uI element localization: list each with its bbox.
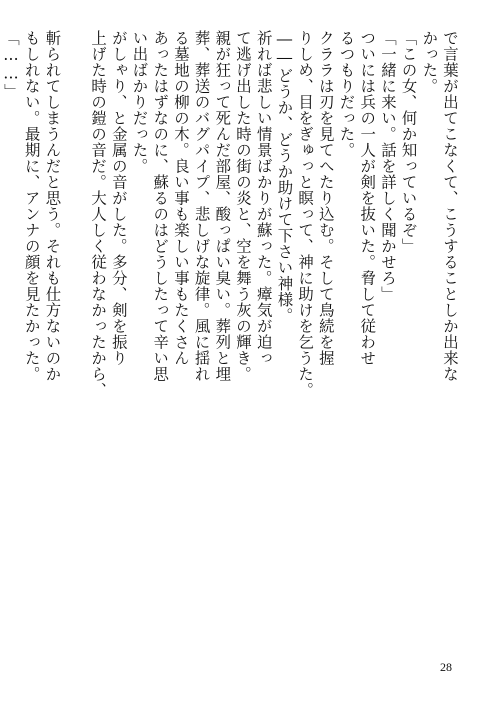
text-column: ついには兵の一人が剣を抜いた。脅して従わせ [358, 30, 377, 366]
text-column: い出ばかりだった。 [130, 30, 149, 174]
text-column: 「……」 [2, 30, 20, 100]
page-number: 28 [440, 660, 452, 674]
text-column: 上げた時の鎧の音だ。大人しく従わなかったから、 [89, 30, 108, 398]
text-column: 葬、葬送のバグパイプ、悲しげな旋律。風に揺れ [192, 30, 211, 382]
text-column: りしめ、目をぎゅっと瞑って、神に助けを乞うた。 [296, 30, 315, 398]
text-column: るつもりだった。 [337, 30, 356, 158]
text-column: がしゃり、と金属の音がした。多分、剣を振り [109, 30, 128, 366]
text-column: ――どうか、どうか助けて下さい神様。 [275, 30, 294, 324]
text-column: あったはずなのに、蘇るのはどうしたって辛い思 [151, 30, 170, 382]
text-column: 親が狂って死んだ部屋、酸っぱい臭い。葬列と埋 [213, 30, 232, 382]
text-column: もしれない。最期に、アンナの顔を見たかった。 [22, 30, 41, 382]
text-column: で言葉が出てこなくて、こうすることしか出来な [441, 30, 459, 382]
text-column: て逃げ出した時の街の炎と、空を舞う灰の輝き。 [234, 30, 252, 382]
text-column: 「一緒に来い。話を詳しく聞かせろ」 [378, 30, 397, 302]
text-column: かった。 [420, 30, 439, 94]
text-column: 斬られてしまうんだと思う。それも仕方ないのか [43, 30, 62, 382]
text-column: る墓地の柳の木。良い事も楽しい事もたくさん [171, 30, 190, 366]
text-column: クララは刃を見てへたり込む。そして鳥続を握 [316, 30, 335, 366]
text-column: 「この女、何か知っているぞ」 [399, 30, 418, 254]
text-column: 祈れば悲しい情景ばかりが蘇った。瘴気が迫っ [254, 30, 273, 366]
